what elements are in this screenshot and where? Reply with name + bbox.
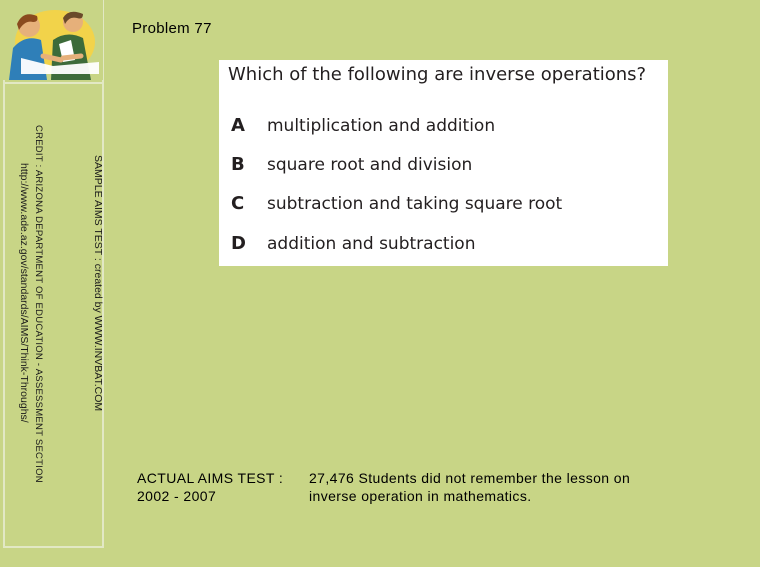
option-text: subtraction and taking square root xyxy=(267,194,563,214)
option-letter: D xyxy=(231,233,246,254)
option-text: square root and division xyxy=(267,155,473,175)
question-card xyxy=(219,60,668,266)
credit-text: CREDIT : ARIZONA DEPARTMENT OF EDUCATION - ASSESSMENT SECTION xyxy=(33,125,44,483)
footer-stat-line2: inverse operation in mathematics. xyxy=(309,488,532,504)
students-clipart-image xyxy=(3,0,103,80)
sample-test-text: SAMPLE AIMS TEST : created by WWW.INVBAT.COM xyxy=(92,155,104,412)
source-url-text: http://www.ade.az.gov/standards/AIMS/Think-Throughs/ xyxy=(18,163,30,423)
sidebar-divider xyxy=(3,82,104,84)
option-letter: A xyxy=(231,115,245,136)
option-letter: B xyxy=(231,154,245,175)
option-text: addition and subtraction xyxy=(267,234,476,254)
footer-label-line2: 2002 - 2007 xyxy=(137,488,217,504)
footer-label-line1: ACTUAL AIMS TEST : xyxy=(137,470,284,486)
option-letter: C xyxy=(231,193,245,214)
option-text: multiplication and addition xyxy=(267,116,496,136)
footer-stat-line1: 27,476 Students did not remember the lesson on xyxy=(309,470,631,486)
question-text: Which of the following are inverse operations? xyxy=(228,64,647,85)
problem-title: Problem 77 xyxy=(132,20,212,37)
